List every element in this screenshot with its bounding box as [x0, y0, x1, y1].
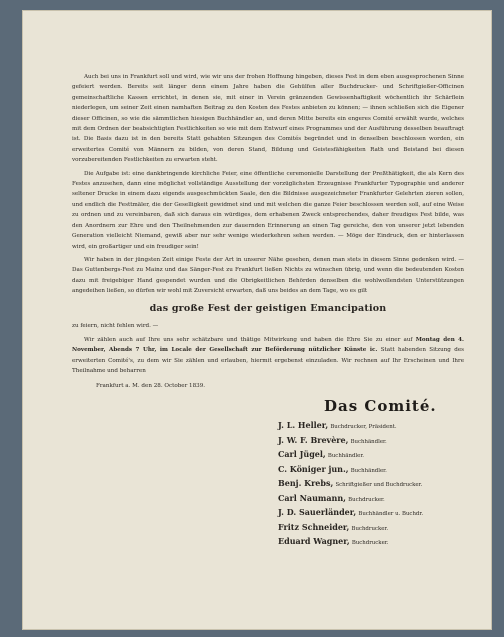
member-name: Carl Jügel, [278, 449, 326, 460]
document-body [72, 72, 464, 550]
paragraph-2: Die Aufgabe ist: eine dankbringende kirchliche Feier, eine öffentliche ceremonielle Darstellung der Preßthätigkeit, die als Kern des Festes anzusehen, dann eine möglichst vollständige Ausstellung der vorzüglichsten Erzeugnisse Frankfurter Typographie und anderer seltener Drucke in einem dazu eigends ausgeschmückten Saale, den die Bildnisse ausgezeichneter Frankfurter Gelehrten zieren sollen, und endlich die Festtmäler, die der Geselligkeit gewidmet sind und mit welchen die ganze Feier beschlossen werden soll, auf eine Weise zu ordnen und zu vereinbaren, daß sich daraus ein würdiges, dem erhabenen Zweck entsprechendes, daher freudiges Fest bilde, was den Anordnern zur Ehre und den Theilnehmenden zur dauernden Erinnerung an einen Tag gereiche, den von unserer jetzt lebenden Generation vielleicht Niemand, gewiß aber nur sehr wenige wiederkehren sehen werden. — Möge der Eindruck, den er hinterlassen wird, ein großartiger und ein freudiger sein! [72, 170, 464, 250]
member-name: Benj. Krebs, [278, 478, 334, 489]
member-list [278, 419, 464, 550]
member-role: Buchdrucker. [351, 525, 389, 532]
member-name: Carl Naumann, [278, 492, 346, 503]
invitation-meeting: Montag den 4. November, Abends 7 Uhr, im Locale der Gesellschaft zur Beförderung nützlicher Künste ic. [72, 336, 464, 354]
member-item [278, 535, 464, 550]
member-role: Buchhändler. [350, 438, 387, 445]
member-name: Fritz Schneider, [278, 521, 350, 532]
member-item [278, 506, 464, 521]
member-role: Buchhändler. [350, 467, 387, 474]
member-item [278, 477, 464, 492]
member-role: Buchhändler. [327, 453, 365, 460]
member-role: Schriftgießer und Buchdrucker. [335, 482, 423, 489]
member-role: Buchdrucker. [351, 540, 389, 547]
headline: das große Fest der geistigen Emancipation [149, 302, 387, 314]
invitation-post: Statt habenden Sitzung des erweiterten Comité's, zu dem wir Sie zählen und erlauben, hiermit ergebenst einzuladen. Wir rechnen auf Ihr Erscheinen und Ihre Theilnahme und beharren [72, 347, 465, 375]
member-item [278, 419, 464, 434]
dateline: Frankfurt a. M. den 28. October 1839. [96, 382, 206, 389]
paragraph-3: Wir haben in der jüngsten Zeit einige Feste der Art in unserer Nähe gesehen, denen man stets in diesem Sinne gedenken wird. — Das Guttenbergs-Fest zu Mainz und das Sänger-Fest zu Frankfurt ließen Nichts zu wünschen übrig, und wenn die bedeutenden Kosten dazu mit freigebiger Hand gespendet wurden und die Obrigkeitlichen Behörden denselben die wohlwollendsten Unterstützungen angedeihen ließen, so dürfen wir wohl mit Zuversicht erwarten, daß uns beides an dem Tage, wo es gilt [72, 256, 464, 295]
member-name: J. W. F. Brevère, [278, 434, 349, 445]
member-role: Buchdrucker. [348, 496, 385, 503]
member-item [278, 521, 464, 536]
signature-title: Das Comité. [324, 396, 437, 415]
member-name: J. D. Sauerländer, [278, 507, 357, 518]
after-headline: zu feiern, nicht fehlen wird. — [72, 322, 159, 329]
member-item [278, 434, 464, 449]
paragraph-1: Auch bei uns in Frankfurt soll und wird, wie wir uns der frohen Hoffnung hingeben, dieses Fest in dem eben ausgesprochenen Sinne gefeiert werden. Bereits seit länger denn einem Jahre haben die Gehülfen aller Buchdrucker- und Schriftgießer-Officinen gemeinschaftliche Kassen errichtet, in denen sie, mit einer in Verein gränzenden Gewissenhaftigkeit wöchentlich ihr Schärflein niederlegen, um seiner Zeit einen namhaften Beitrag zu den Kosten des Festes anbieten zu können; — ihnen schließen sich die Eigener dieser Officinen, so wie die sämmtlichen hiesigen Buchhändler an, und deren Mitte bereits ein engeres Comité erwählt wurde, welches mit dem Ordnen der beabsichtigten Festlichkeiten so wie mit dem Entwurf eines Programmes und der Ausführung desselben beauftragt ist. Die Basis dazu ist in den bereits Statt gehabten Sitzungen des Comités begründet und in denselben beschlossen worden, ein erweitertes Comité von Männern zu bilden, von deren Stand, Bildung und Geistesfähigkeiten Rath und Beistand bei diesen vorzubereitenden Festlichkeiten zu erwarten steht. [72, 74, 464, 164]
invitation-pre: Wir zählen auch auf Ihre uns sehr schätzbare und thätige Mitwirkung und haben die Ehre Sie zu einer auf [84, 336, 413, 343]
member-role: Buchdrucker, Präsident. [330, 424, 397, 431]
member-item [278, 492, 464, 507]
member-name: C. Königer jun., [278, 463, 349, 474]
member-name: Eduard Wagner, [278, 536, 350, 547]
member-item [278, 463, 464, 478]
member-name: J. L. Heller, [278, 420, 329, 431]
document-page [22, 10, 492, 630]
member-role: Buchhändler u. Buchdr. [358, 511, 424, 518]
invitation-paragraph [72, 335, 464, 377]
member-item [278, 448, 464, 463]
